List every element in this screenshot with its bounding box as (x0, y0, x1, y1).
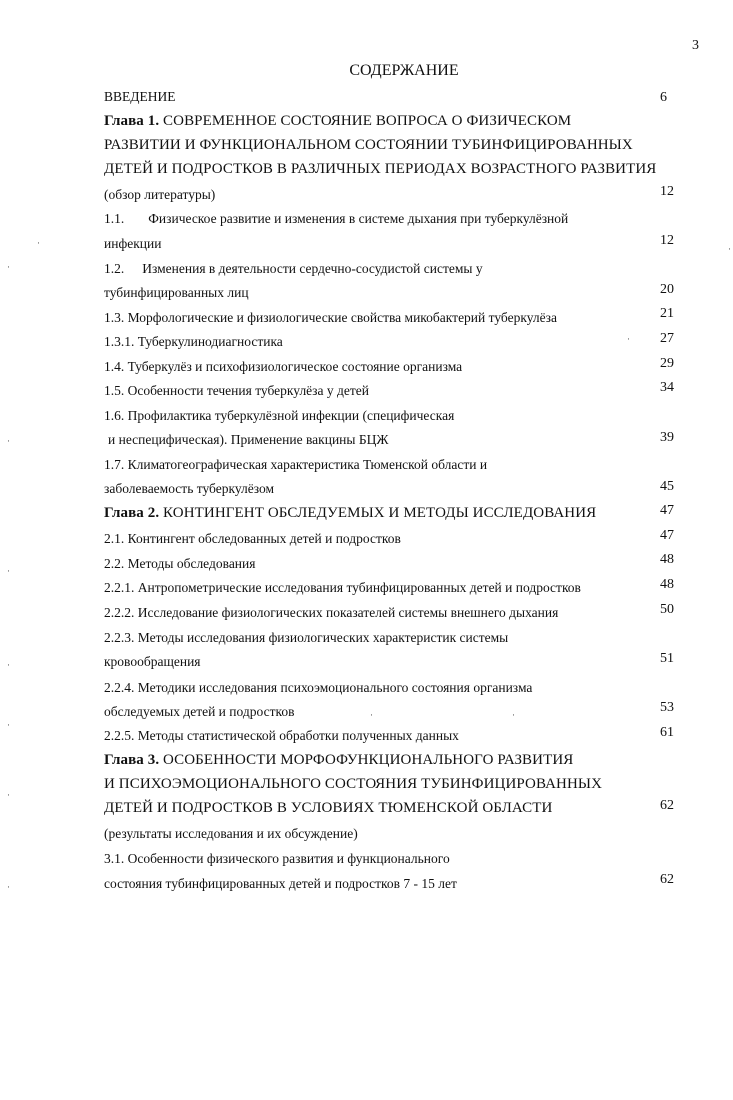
scan-speck: · (627, 334, 630, 344)
section-number: 1.1. (104, 211, 125, 226)
page-ref-chapter-2: 47 (660, 503, 674, 518)
toc-entry-2-2-5[interactable]: 2.2.5. Методы статистической обработки полученных данных (104, 728, 459, 743)
page-ref-1-1: 12 (660, 233, 674, 248)
page-ref-chapter-3: 62 (660, 798, 674, 813)
scan-speck: · (7, 720, 10, 730)
page-ref-chapter-1: 12 (660, 184, 674, 199)
page-number: 3 (692, 38, 699, 53)
section-number: 1.2. (104, 261, 125, 276)
scan-speck: · (7, 660, 10, 670)
toc-entry-1-4[interactable]: 1.4. Туберкулёз и психофизиологическое состояние организма (104, 359, 463, 374)
toc-entry-1-3-1[interactable]: 1.3.1. Туберкулинодиагностика (104, 334, 283, 349)
page-ref-1-6: 39 (660, 430, 674, 445)
toc-entry-2-2-3[interactable]: 2.2.3. Методы исследования физиологических характеристик системы (104, 630, 509, 645)
entry-line: КОНТИНГЕНТ ОБСЛЕДУЕМЫХ И МЕТОДЫ ИССЛЕДОВАНИЯ (163, 505, 597, 521)
toc-entry-1-5[interactable]: 1.5. Особенности течения туберкулёза у детей (104, 383, 369, 398)
chapter-prefix: Глава 1. (104, 113, 160, 129)
page-ref-1-7: 45 (660, 479, 674, 494)
toc-entry-1-3[interactable]: 1.3. Морфологические и физиологические свойства микобактерий туберкулёза (104, 310, 557, 325)
toc-entry-1-7-line2: заболеваемость туберкулёзом (104, 481, 274, 496)
entry-line: ОСОБЕННОСТИ МОРФОФУНКЦИОНАЛЬНОГО РАЗВИТИЯ (163, 752, 574, 768)
toc-entry-2-2-1[interactable]: 2.2.1. Антропометрические исследования тубинфицированных детей и подростков (104, 580, 581, 595)
entry-label: ВВЕДЕНИЕ (104, 89, 176, 104)
toc-entry-chapter-1-line2: РАЗВИТИИ И ФУНКЦИОНАЛЬНОМ СОСТОЯНИИ ТУБИНФИЦИРОВАННЫХ (104, 137, 633, 153)
scan-speck: · (7, 790, 10, 800)
toc-entry-1-1[interactable] (104, 211, 568, 227)
page-ref-2-2-1: 48 (660, 577, 674, 592)
toc-entry-chapter-3-line2: И ПСИХОЭМОЦИОНАЛЬНОГО СОСТОЯНИЯ ТУБИНФИЦИРОВАННЫХ (104, 776, 603, 792)
page-ref-2-1: 47 (660, 528, 674, 543)
chapter-prefix: Глава 3. (104, 752, 160, 768)
toc-entry-1-2[interactable] (104, 261, 483, 277)
page-ref-intro: 6 (660, 90, 667, 105)
page-ref-1-2: 20 (660, 282, 674, 297)
toc-entry-chapter-1[interactable] (104, 113, 571, 130)
scan-speck: · (37, 238, 40, 248)
page-ref-1-3: 21 (660, 306, 674, 321)
toc-entry-1-6[interactable]: 1.6. Профилактика туберкулёзной инфекции (специфическая (104, 408, 455, 423)
toc-entry-1-6-line2: и неспецифическая). Применение вакцины БЦЖ (108, 432, 389, 447)
toc-entry-chapter-1-line3: ДЕТЕЙ И ПОДРОСТКОВ В РАЗЛИЧНЫХ ПЕРИОДАХ ВОЗРАСТНОГО РАЗВИТИЯ (104, 161, 657, 177)
page-ref-3-1: 62 (660, 872, 674, 887)
toc-entry-intro[interactable] (104, 89, 175, 105)
toc-entry-chapter-1-line4: (обзор литературы) (104, 187, 216, 202)
scan-speck: · (370, 710, 373, 720)
toc-entry-2-2-4[interactable]: 2.2.4. Методики исследования психоэмоционального состояния организма (104, 680, 533, 695)
page-ref-1-5: 34 (660, 380, 674, 395)
toc-entry-2-2-4-line2: обследуемых детей и подростков (104, 704, 295, 719)
page-ref-2-2-2: 50 (660, 602, 674, 617)
chapter-prefix: Глава 2. (104, 505, 160, 521)
scan-speck: · (7, 566, 10, 576)
toc-entry-2-2-2[interactable]: 2.2.2. Исследование физиологических показателей системы внешнего дыхания (104, 605, 559, 620)
toc-entry-2-2-3-line2: кровообращения (104, 654, 201, 669)
page-ref-2-2-5: 61 (660, 725, 674, 740)
page-title: СОДЕРЖАНИЕ (349, 62, 459, 79)
toc-entry-chapter-2[interactable] (104, 505, 596, 522)
toc-entry-chapter-3-line3: ДЕТЕЙ И ПОДРОСТКОВ В УСЛОВИЯХ ТЮМЕНСКОЙ ОБЛАСТИ (104, 800, 553, 816)
entry-line: Физическое развитие и изменения в системе дыхания при туберкулёзной (148, 211, 569, 226)
page-ref-2-2-3: 51 (660, 651, 674, 666)
scan-speck: · (512, 710, 515, 720)
page-ref-2-2-4: 53 (660, 700, 674, 715)
page-ref-1-3-1: 27 (660, 331, 674, 346)
scan-speck: · (7, 882, 10, 892)
page-ref-2-2: 48 (660, 552, 674, 567)
entry-line: Изменения в деятельности сердечно-сосудистой системы у (142, 261, 483, 276)
toc-entry-chapter-3-line4: (результаты исследования и их обсуждение) (104, 826, 358, 841)
entry-line: СОВРЕМЕННОЕ СОСТОЯНИЕ ВОПРОСА О ФИЗИЧЕСКОМ (163, 113, 572, 129)
scan-speck: · (7, 436, 10, 446)
toc-entry-3-1[interactable]: 3.1. Особенности физического развития и функционального (104, 851, 450, 866)
toc-entry-2-2[interactable]: 2.2. Методы обследования (104, 556, 256, 571)
toc-entry-2-1[interactable]: 2.1. Контингент обследованных детей и подростков (104, 531, 401, 546)
scan-speck: · (728, 244, 731, 254)
toc-entry-3-1-line2: состояния тубинфицированных детей и подростков 7 - 15 лет (104, 876, 457, 891)
toc-entry-1-7[interactable]: 1.7. Климатогеографическая характеристика Тюменской области и (104, 457, 488, 472)
toc-entry-1-2-line2: тубинфицированных лиц (104, 285, 249, 300)
scan-speck: · (7, 262, 10, 272)
toc-entry-1-1-line2: инфекции (104, 236, 162, 251)
page-ref-1-4: 29 (660, 356, 674, 371)
toc-entry-chapter-3[interactable] (104, 752, 573, 769)
